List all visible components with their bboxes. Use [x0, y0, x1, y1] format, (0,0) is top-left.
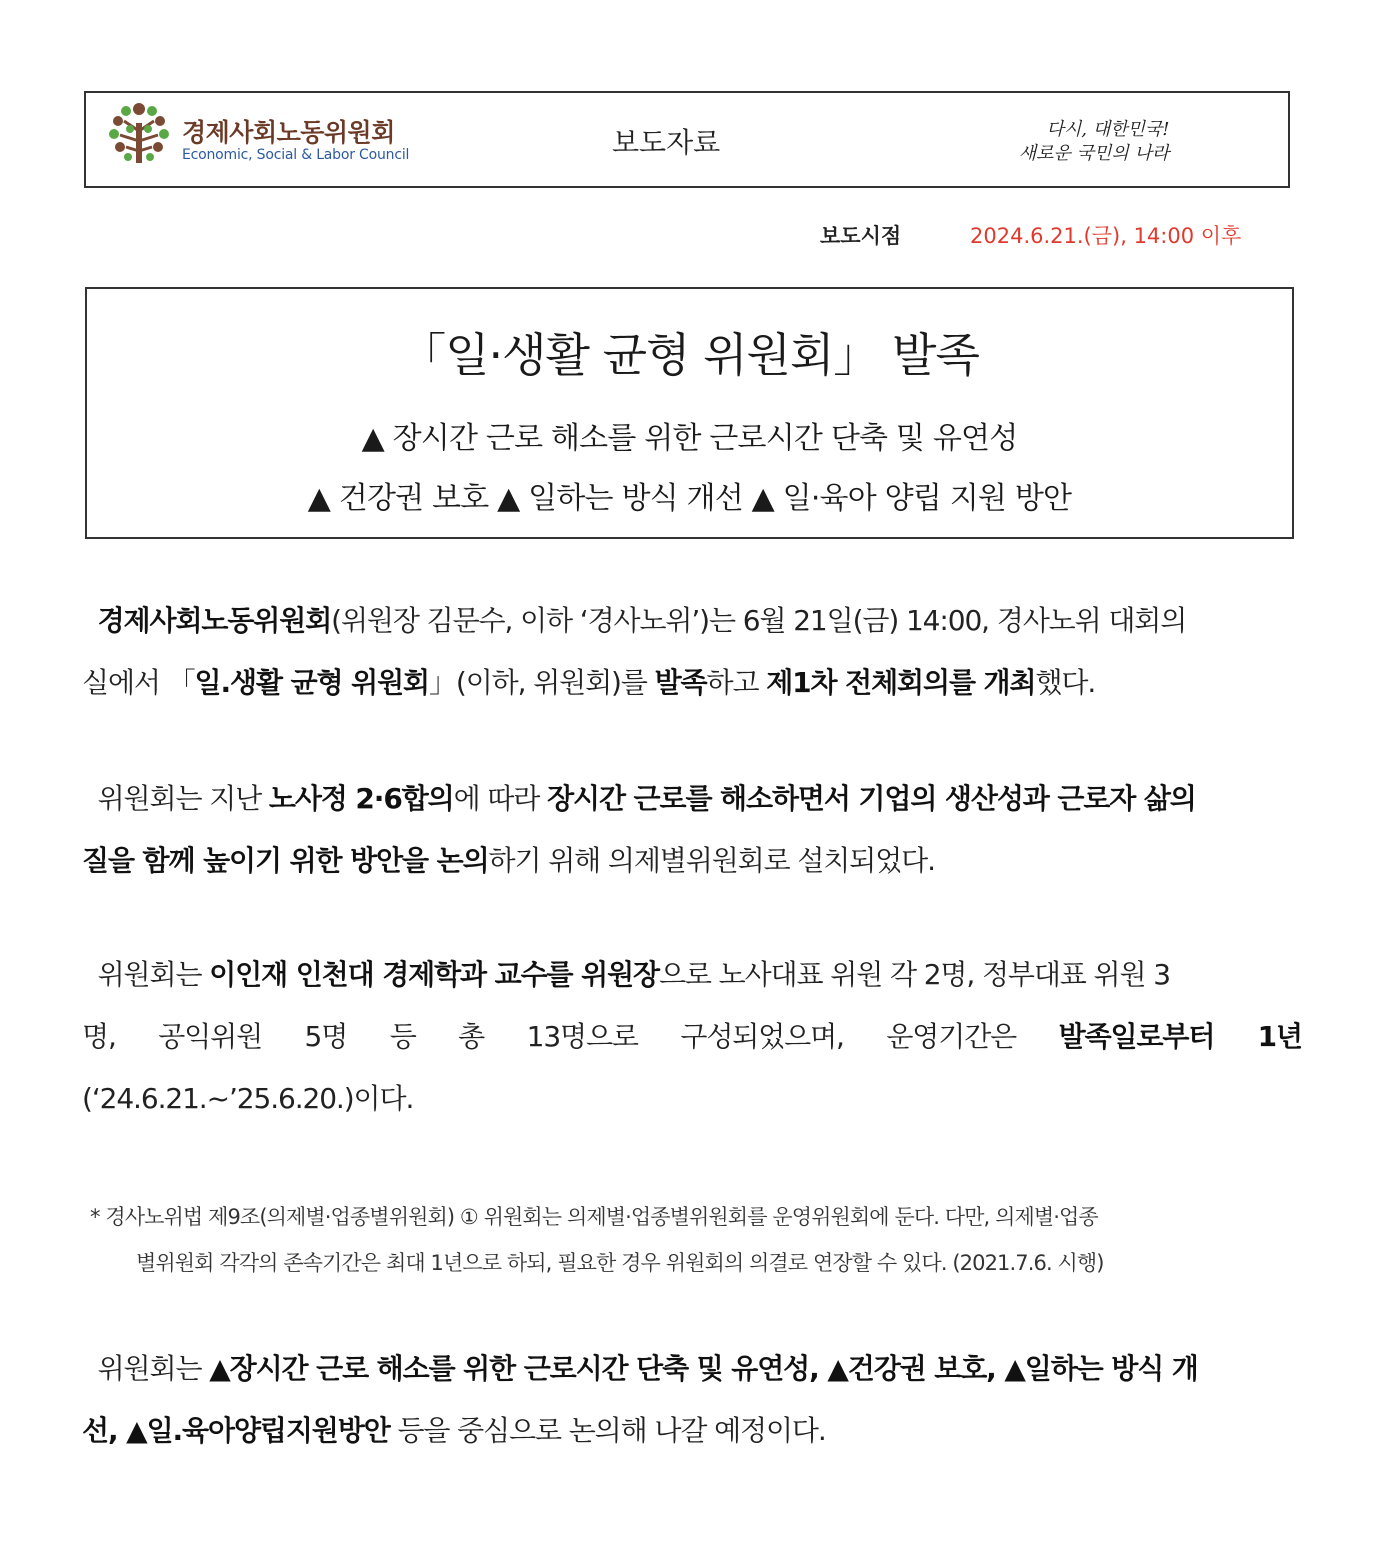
- handwritten-slogan-logo: [1008, 111, 1188, 171]
- paragraph-text: 실에서 「: [82, 666, 195, 699]
- footnote-line-1: * 경사노위법 제9조(의제별·업종별위원회) ① 위원회는 의제별·업종별위원회를 운영위원회에 둔다. 다만, 의제별·업종: [90, 1205, 1098, 1229]
- org-name-bold: 경제사회노동위원회: [97, 604, 332, 637]
- agreement-bold: 노사정 2·6합의: [268, 782, 454, 815]
- paragraph-text: 」(이하, 위원회)를: [428, 666, 655, 699]
- footnote-line-2: 별위원회 각각의 존속기간은 최대 1년으로 하되, 필요한 경우 위원회의 의결로 연장할 수 있다. (2021.7.6. 시행): [136, 1251, 1104, 1275]
- first-meeting-bold: 제1차 전체회의를 개최: [766, 666, 1036, 699]
- paragraph-4: [82, 1338, 1302, 1462]
- paragraph-1-line-1: [82, 590, 1302, 652]
- committee-name-bold: 일.생활 균형 위원회: [194, 666, 429, 699]
- paragraph-2: [82, 768, 1302, 892]
- paragraph-text: 위원회는: [97, 958, 210, 991]
- slogan-line-2: 새로운 국민의 나라: [1018, 143, 1170, 164]
- agenda-bold-cont: 선, ▲일.육아양립지원방안: [82, 1414, 390, 1447]
- paragraph-text: 하고: [706, 666, 767, 699]
- paragraph-2-line-1: [82, 768, 1302, 830]
- tree-logo-icon: [106, 101, 172, 167]
- chairperson-bold: 이인재 인천대 경제학과 교수를 위원장: [209, 958, 659, 991]
- paragraph-text: 위원회는 지난: [97, 782, 269, 815]
- paragraph-2-line-2: [82, 830, 1302, 892]
- subtitle-line-1: ▲ 장시간 근로 해소를 위한 근로시간 단축 및 유연성: [361, 421, 1018, 456]
- subtitle-line-2: ▲ 건강권 보호 ▲ 일하는 방식 개선 ▲ 일·육아 양립 지원 방안: [307, 481, 1072, 516]
- paragraph-3: [82, 944, 1302, 1130]
- paragraph-text: 으로 노사대표 위원 각 2명, 정부대표 위원 3: [658, 958, 1170, 991]
- paragraph-text: (위원장 김문수, 이하 ‘경사노위’)는 6월 21일(금) 14:00, 경사노위 대회의: [331, 604, 1187, 637]
- legal-footnote: [90, 1197, 1304, 1289]
- paragraph-4-line-2: [82, 1400, 1302, 1462]
- paragraph-3-line-3: [82, 1068, 1302, 1130]
- paragraph-3-line-1: [82, 944, 1302, 1006]
- press-header: [84, 91, 1290, 188]
- paragraph-text: 했다.: [1035, 666, 1096, 699]
- purpose-bold: 장시간 근로를 해소하면서 기업의 생산성과 근로자 삶의: [547, 782, 1196, 815]
- paragraph-text: (‘24.6.21.~’25.6.20.)이다.: [82, 1082, 414, 1115]
- paragraph-text: 등을 중심으로 논의해 나갈 예정이다.: [389, 1414, 826, 1447]
- paragraph-3-line-2: [82, 1006, 1302, 1068]
- paragraph-text: 위원회는: [97, 1352, 210, 1385]
- slogan-line-1: 다시, 대한민국!: [1046, 119, 1170, 140]
- release-time-value: 2024.6.21.(금), 14:00 이후: [970, 224, 1242, 248]
- org-name-en: Economic, Social & Labor Council: [182, 147, 410, 163]
- document-type: 보도자료: [612, 126, 721, 159]
- purpose-bold-cont: 질을 함께 높이기 위한 방안을 논의: [82, 844, 489, 877]
- term-bold: 발족일로부터 1년: [1058, 1020, 1302, 1053]
- paragraph-4-line-1: [82, 1338, 1302, 1400]
- paragraph-text: 명, 공익위원 5명 등 총 13명으로 구성되었으며, 운영기간은: [82, 1020, 1017, 1053]
- agenda-bold: ▲장시간 근로 해소를 위한 근로시간 단축 및 유연성, ▲건강권 보호, ▲일하는 방식 개: [209, 1352, 1198, 1385]
- org-name-ko: 경제사회노동위원회: [182, 118, 395, 147]
- paragraph-1-line-2: [82, 652, 1302, 714]
- paragraph-text: 하기 위해 의제별위원회로 설치되었다.: [488, 844, 935, 877]
- launch-bold: 발족: [654, 666, 707, 699]
- paragraph-text: 에 따라: [453, 782, 548, 815]
- page-title: 「일·생활 균형 위원회」 발족: [400, 328, 979, 382]
- paragraph-1: [82, 590, 1302, 714]
- release-time-label: 보도시점: [820, 224, 902, 248]
- headline-box: [85, 287, 1294, 539]
